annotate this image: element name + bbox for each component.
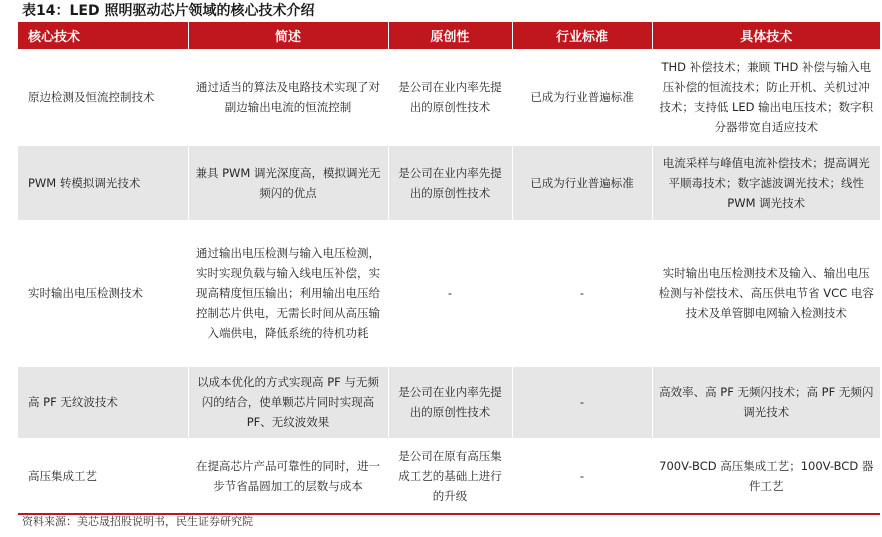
table-row	[18, 49, 880, 145]
cell-core-tech: PWM 转模拟调光技术	[18, 145, 188, 220]
cell-core-tech: 原边检测及恒流控制技术	[18, 49, 188, 145]
table-title: 表14：LED 照明驱动芯片领域的核心技术介绍	[22, 3, 315, 19]
source-note: 资料来源：美芯晟招股说明书，民生证券研究院	[22, 515, 253, 528]
cell-industry-standard: -	[512, 220, 652, 366]
header-summary: 简述	[188, 22, 388, 49]
cell-specific-tech: 实时输出电压检测技术及输入、输出电压检测与补偿技术、高压供电节省 VCC 电容技术及单管脚电网输入检测技术	[652, 220, 880, 366]
cell-specific-tech: 高效率、高 PF 无频闪技术；高 PF 无频闪调光技术	[652, 366, 880, 438]
cell-core-tech: 实时输出电压检测技术	[18, 220, 188, 366]
table-row	[18, 220, 880, 366]
cell-summary: 以成本优化的方式实现高 PF 与无频闪的结合，使单颗芯片同时实现高 PF、无纹波效果	[188, 366, 388, 438]
cell-summary: 通过输出电压检测与输入电压检测，实时实现负载与输入线电压补偿，实现高精度恒压输出；利用输出电压给控制芯片供电，无需长时间从高压输入端供电，降低系统的待机功耗	[188, 220, 388, 366]
table-row	[18, 438, 880, 514]
table-row	[18, 366, 880, 438]
header-originality: 原创性	[388, 22, 512, 49]
cell-specific-tech: THD 补偿技术；兼顾 THD 补偿与输入电压补偿的恒流技术；防止开机、关机过冲技术；支持低 LED 输出电压技术；数字积分器带宽自适应技术	[652, 49, 880, 145]
cell-summary: 兼具 PWM 调光深度高，模拟调光无频闪的优点	[188, 145, 388, 220]
header-row	[18, 22, 880, 49]
cell-summary: 通过适当的算法及电路技术实现了对副边输出电流的恒流控制	[188, 49, 388, 145]
cell-specific-tech: 电流采样与峰值电流补偿技术；提高调光平顺毒技术；数字滤波调光技术；线性 PWM 调光技术	[652, 145, 880, 220]
table-row	[18, 145, 880, 220]
cell-originality: 是公司在原有高压集成工艺的基础上进行的升级	[388, 438, 512, 514]
header-industry-standard: 行业标准	[512, 22, 652, 49]
cell-industry-standard: -	[512, 438, 652, 514]
cell-summary: 在提高芯片产品可靠性的同时，进一步节省晶圆加工的层数与成本	[188, 438, 388, 514]
header-specific-tech: 具体技术	[652, 22, 880, 49]
cell-industry-standard: -	[512, 366, 652, 438]
header-core-tech: 核心技术	[18, 22, 188, 49]
cell-originality: 是公司在业内率先提出的原创性技术	[388, 366, 512, 438]
cell-originality: 是公司在业内率先提出的原创性技术	[388, 49, 512, 145]
cell-industry-standard: 已成为行业普遍标准	[512, 145, 652, 220]
cell-originality: -	[388, 220, 512, 366]
cell-industry-standard: 已成为行业普遍标准	[512, 49, 652, 145]
core-tech-table	[18, 22, 880, 515]
cell-core-tech: 高压集成工艺	[18, 438, 188, 514]
cell-originality: 是公司在业内率先提出的原创性技术	[388, 145, 512, 220]
cell-specific-tech: 700V-BCD 高压集成工艺；100V-BCD 器件工艺	[652, 438, 880, 514]
cell-core-tech: 高 PF 无纹波技术	[18, 366, 188, 438]
